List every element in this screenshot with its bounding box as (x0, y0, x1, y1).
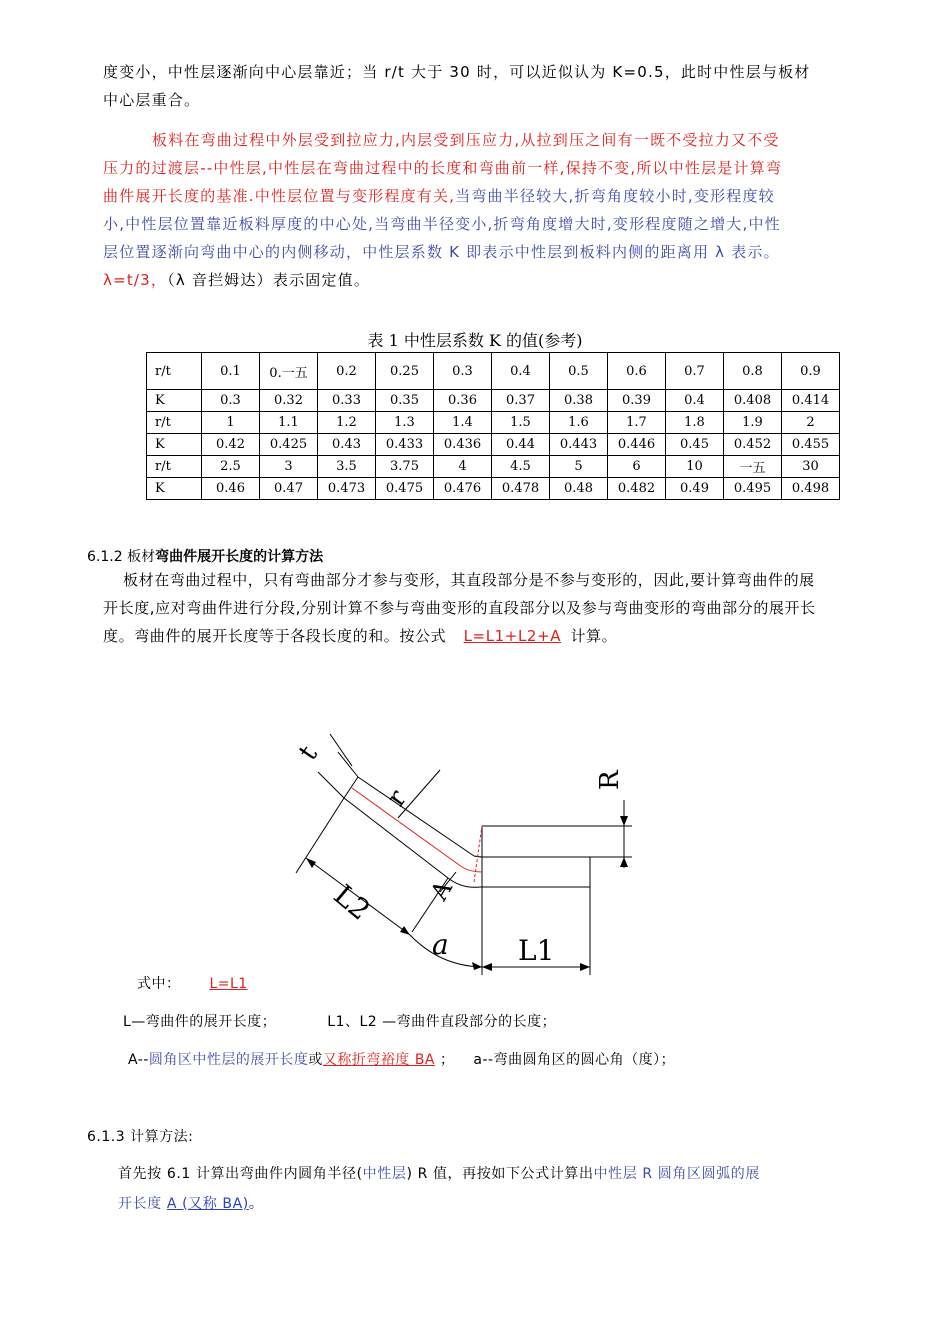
table-row-header: K (147, 390, 202, 412)
section-613-line-2-blue: 开长度 (118, 1196, 162, 1212)
label-L2: L2 (327, 878, 377, 927)
section-612-line-2: 开长度,应对弯曲件进行分段,分别计算不参与弯曲变形的直段部分以及参与弯曲变形的弯曲部分的展开长 (103, 599, 816, 617)
leg2-end (344, 777, 358, 798)
table-cell: 4 (434, 456, 492, 478)
legend-a-def: a--弯曲圆角区的圆心角（度）； (473, 1052, 676, 1068)
table-cell: 0.46 (202, 478, 260, 500)
table-cell: 0.495 (724, 478, 782, 500)
table-cell: 0.498 (782, 478, 840, 500)
table-row-header: K (147, 434, 202, 456)
l1-arrow-left (482, 963, 492, 971)
section-612-line-3-post: 计算。 (570, 627, 618, 645)
table-cell: 0.478 (492, 478, 550, 500)
table-cell: 0.414 (782, 390, 840, 412)
table-row-header: K (147, 478, 202, 500)
table-cell: 3.75 (376, 456, 434, 478)
legend-A-prefix: A-- (128, 1052, 149, 1068)
legend-A-sep: ； (439, 1052, 455, 1068)
table-cell: 1.6 (550, 412, 608, 434)
table-cell: 0.25 (376, 353, 434, 390)
table-cell: 0.36 (434, 390, 492, 412)
table-cell: 1.3 (376, 412, 434, 434)
label-t: t (293, 740, 324, 767)
section-613-line-2-end: 。 (248, 1196, 264, 1212)
t-ext-b (338, 752, 358, 777)
table-cell: 4.5 (492, 456, 550, 478)
legend-A-blue: 圆角区中性层的展开长度 (148, 1052, 309, 1068)
l2-extension-a (296, 798, 344, 873)
angle-arrow (472, 962, 482, 970)
definition-line-1: 板料在弯曲过程中外层受到拉应力,内层受到压应力,从拉到压之间有一既不受拉力又不受 (152, 131, 780, 149)
table-caption: 表 1 中性层系数 K 的值(参考) (367, 331, 583, 350)
t-dimension-line (330, 734, 352, 766)
table-cell: 1.9 (724, 412, 782, 434)
section-613-line-1-b: ) R 值，再按如下公式计算出 (406, 1166, 594, 1182)
table-cell: 0.44 (492, 434, 550, 456)
leg2-outer-edge (344, 798, 448, 878)
formula-main: L=L1+L2+A (463, 627, 562, 645)
table-cell: 0.5 (550, 353, 608, 390)
table-row-header: r/t (147, 353, 202, 390)
table-cell: 0.1 (202, 353, 260, 390)
table-cell: 2 (782, 412, 840, 434)
definition-line-2: 压力的过渡层--中性层,中性层在弯曲过程中的长度和弯曲前一样,保持不变,所以中性层是计算弯 (103, 159, 783, 177)
table-cell: 0.45 (666, 434, 724, 456)
table-cell: 0.3 (434, 353, 492, 390)
table-cell: 0.455 (782, 434, 840, 456)
section-613-heading: 6.1.3 计算方法: (87, 1129, 194, 1145)
table-cell: 0.3 (202, 390, 260, 412)
table-cell: 5 (550, 456, 608, 478)
section-612-line-3-pre: 度。弯曲件的展开长度等于各段长度的和。按公式 (103, 627, 447, 645)
section-613-blue-2: 中性层 R 圆角区圆弧的展 (593, 1166, 760, 1182)
table-cell: 0.37 (492, 390, 550, 412)
section-612-title: 弯曲件展开长度的计算方法 (155, 549, 324, 565)
table-cell: 0.48 (550, 478, 608, 500)
table-cell: 10 (666, 456, 724, 478)
legend-formula: L=L1 (209, 976, 248, 992)
table-cell: 1.7 (608, 412, 666, 434)
table-cell: 一五 (724, 456, 782, 478)
table-cell: 0.39 (608, 390, 666, 412)
table-cell: 30 (782, 456, 840, 478)
table-cell: 0.4 (492, 353, 550, 390)
table-cell: 0.475 (376, 478, 434, 500)
table-cell: 0.408 (724, 390, 782, 412)
table-cell: 0.473 (318, 478, 376, 500)
table-cell: 1.1 (260, 412, 318, 434)
l2-arrow-top (306, 858, 316, 868)
legend-prefix-line (137, 970, 248, 998)
definition-line-3-red: 曲件展开长度的基准.中性层位置与变形程度有关, (103, 187, 456, 205)
bend-centerline (474, 826, 482, 882)
table-cell: 1.8 (666, 412, 724, 434)
table-cell: 0.2 (318, 353, 376, 390)
legend-L12-def: L1、L2 —弯曲件直段部分的长度； (327, 1014, 557, 1030)
table-cell: 0.35 (376, 390, 434, 412)
table-cell: 0.33 (318, 390, 376, 412)
table-cell: 0.42 (202, 434, 260, 456)
table-cell: 0.49 (666, 478, 724, 500)
definition-line-3-blue: 当弯曲半径较大,折弯角度较小时,变形程度较 (455, 187, 775, 205)
label-r: r (381, 784, 413, 813)
table-cell: 2.5 (202, 456, 260, 478)
table-cell: 0.43 (318, 434, 376, 456)
label-R: R (595, 770, 625, 790)
definition-line-5: 层位置逐渐向弯曲中心的内侧移动，中性层系数 K 即表示中性层到板料内侧的距离用 λ 表示。 (103, 243, 780, 261)
section-612-number: 6.1.2 板材 (87, 549, 156, 565)
table-cell: 0.443 (550, 434, 608, 456)
neutral-line-bend (462, 867, 482, 872)
table-cell: 0.一五 (260, 353, 318, 390)
table-cell: 0.8 (724, 353, 782, 390)
intro-line-1: 度变小，中性层逐渐向中心层靠近；当 r/t 大于 30 时，可以近似认为 K=0.5，此时中性层与板材 (103, 63, 811, 81)
legend-A-red: 又称折弯裕度 BA (322, 1052, 436, 1068)
l1-arrow-right (580, 963, 590, 971)
legend-prefix: 式中： (137, 976, 181, 992)
table-cell: 0.476 (434, 478, 492, 500)
legend-line-A (128, 1046, 675, 1074)
r-arrow-bottom (620, 857, 628, 867)
section-613-line-1-a: 首先按 6.1 计算出弯曲件内圆角半径( (118, 1166, 363, 1182)
table-cell: 1.5 (492, 412, 550, 434)
table-cell: 3.5 (318, 456, 376, 478)
table-cell: 0.4 (666, 390, 724, 412)
section-613-line-1 (118, 1160, 760, 1188)
table-cell: 1.4 (434, 412, 492, 434)
r-arrow-top (620, 816, 628, 826)
table-cell: 3 (260, 456, 318, 478)
table-cell: 0.425 (260, 434, 318, 456)
label-L1: L1 (518, 934, 555, 967)
table-cell: 0.32 (260, 390, 318, 412)
table-cell: 0.47 (260, 478, 318, 500)
table-cell: 0.9 (782, 353, 840, 390)
table-cell: 1 (202, 412, 260, 434)
legend-L-def: L—弯曲件的展开长度； (123, 1014, 277, 1030)
definition-line-4: 小,中性层位置靠近板料厚度的中心处,当弯曲半径变小,折弯角度增大时,变形程度随之增大,中性 (103, 215, 781, 233)
table-cell: 0.38 (550, 390, 608, 412)
table-cell: 0.433 (376, 434, 434, 456)
section-613-line-2 (118, 1190, 263, 1218)
table-row-header: r/t (147, 412, 202, 434)
ba-link[interactable]: A (又称 BA) (166, 1196, 249, 1212)
label-a: a (432, 928, 449, 961)
leg2-inner-edge (358, 777, 474, 856)
table-cell: 0.482 (608, 478, 666, 500)
table-cell: 0.6 (608, 353, 666, 390)
lambda-note: （λ 音拦姆达）表示固定值。 (167, 271, 371, 289)
intro-line-2: 中心层重合。 (103, 91, 201, 109)
table-cell: 0.436 (434, 434, 492, 456)
table-cell: 0.446 (608, 434, 666, 456)
table-cell: 0.452 (724, 434, 782, 456)
table-cell: 1.2 (318, 412, 376, 434)
t-ext-a (318, 772, 344, 798)
bend-outer-arc (448, 878, 480, 887)
label-A: A (424, 875, 458, 905)
legend-line-L (123, 1008, 556, 1036)
section-613-blue-1: 中性层 (362, 1166, 407, 1182)
table-cell: 6 (608, 456, 666, 478)
lambda-formula: λ=t/3， (103, 271, 168, 289)
l2-arrow-bottom (400, 926, 410, 935)
table-cell: 0.7 (666, 353, 724, 390)
legend-A-or: 或 (308, 1052, 323, 1068)
section-612-line-1: 板材在弯曲过程中，只有弯曲部分才参与变形，其直段部分是不参与变形的，因此,要计算弯曲件的展 (123, 571, 815, 589)
table-row-header: r/t (147, 456, 202, 478)
